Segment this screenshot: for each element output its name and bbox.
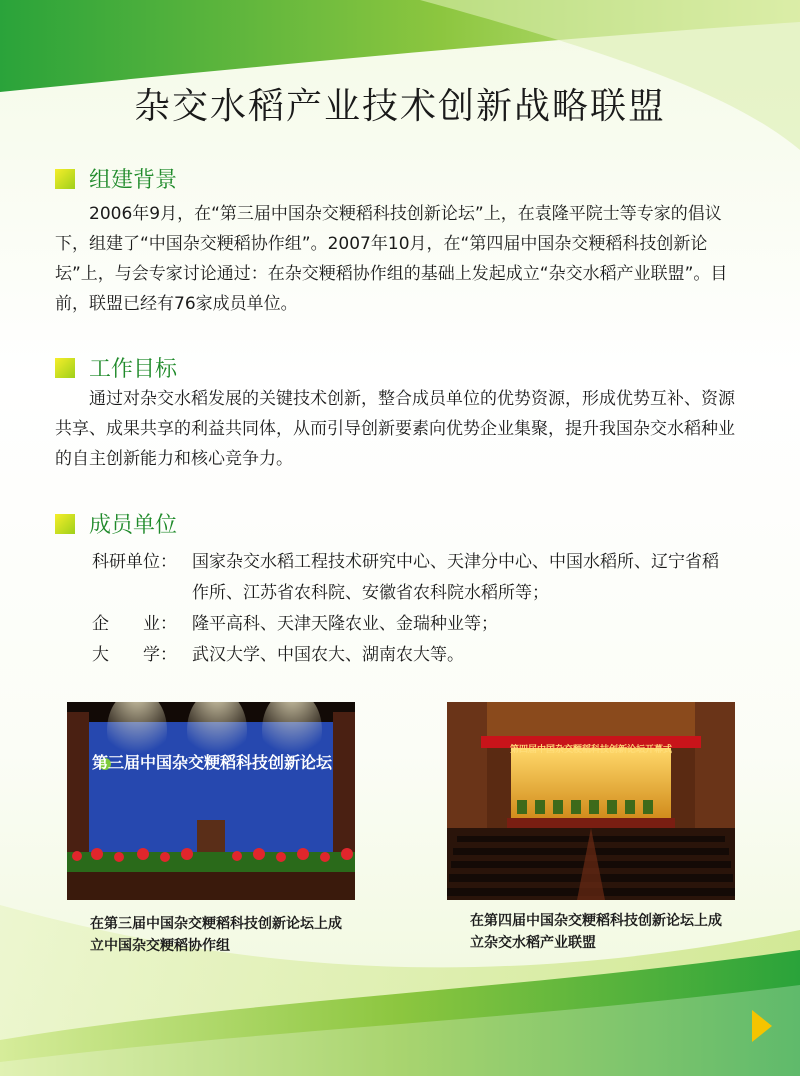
member-category-value: 武汉大学、中国农大、湖南农大等。 [192, 645, 464, 665]
member-row [92, 547, 722, 609]
square-bullet-icon [55, 169, 75, 189]
square-bullet-icon [55, 358, 75, 378]
photo-banner-text: 第四届中国杂交粳稻科技创新论坛开幕式 [509, 745, 672, 755]
section-title: 组建背景 [89, 168, 178, 193]
member-category-value: 国家杂交水稻工程技术研究中心、天津分中心、中国水稻所、辽宁省稻作所、江苏省农科院、安徽省农科院水稻所等； [192, 552, 719, 603]
member-category-value: 隆平高科、天津天隆农业、金瑞种业等； [192, 614, 498, 634]
auditorium-illustration [447, 702, 735, 900]
photo-caption: 在第四届中国杂交粳稻科技创新论坛上成立杂交水稻产业联盟 [470, 913, 722, 951]
member-category-label: 科研单位： [92, 552, 177, 572]
section-heading-background [55, 163, 177, 194]
square-bullet-icon [55, 514, 75, 534]
forum-photo-third [67, 702, 355, 900]
goals-paragraph: 通过对杂交水稻发展的关键技术创新，整合成员单位的优势资源，形成优势互补、资源共享、成果共享的利益共同体，从而引导创新要素向优势企业集聚，提升我国杂交水稻种业的自主创新能力和核心竞争力。 [55, 389, 735, 469]
member-category-label: 大 学： [92, 645, 177, 665]
stage-illustration [67, 702, 355, 900]
members-list [92, 547, 722, 671]
play-arrow-icon[interactable] [752, 1010, 772, 1042]
photo-banner-text: 第三届中国杂交粳稻科技创新论坛 [91, 753, 332, 772]
member-category-label: 企 业： [92, 614, 177, 634]
section-title: 工作目标 [89, 357, 178, 382]
member-row [92, 609, 722, 640]
page-title: 杂交水稻产业技术创新战略联盟 [133, 86, 666, 127]
section-heading-goals [55, 352, 177, 383]
photo-caption: 在第三届中国杂交粳稻科技创新论坛上成立中国杂交粳稻协作组 [90, 916, 342, 954]
member-row [92, 640, 722, 671]
forum-photo-fourth [447, 702, 735, 900]
background-paragraph: 2006年9月，在“第三届中国杂交粳稻科技创新论坛”上，在袁隆平院士等专家的倡议下，组建了“中国杂交粳稻协作组”。2007年10月，在“第四届中国杂交粳稻科技创新论坛”上，与会专家讨论通过：在杂交粳稻协作组的基础上发起成立“杂交水稻产业联盟”。目前，联盟已经有76家成员单位。 [55, 204, 728, 314]
section-heading-members [55, 508, 177, 539]
section-title: 成员单位 [89, 513, 178, 538]
